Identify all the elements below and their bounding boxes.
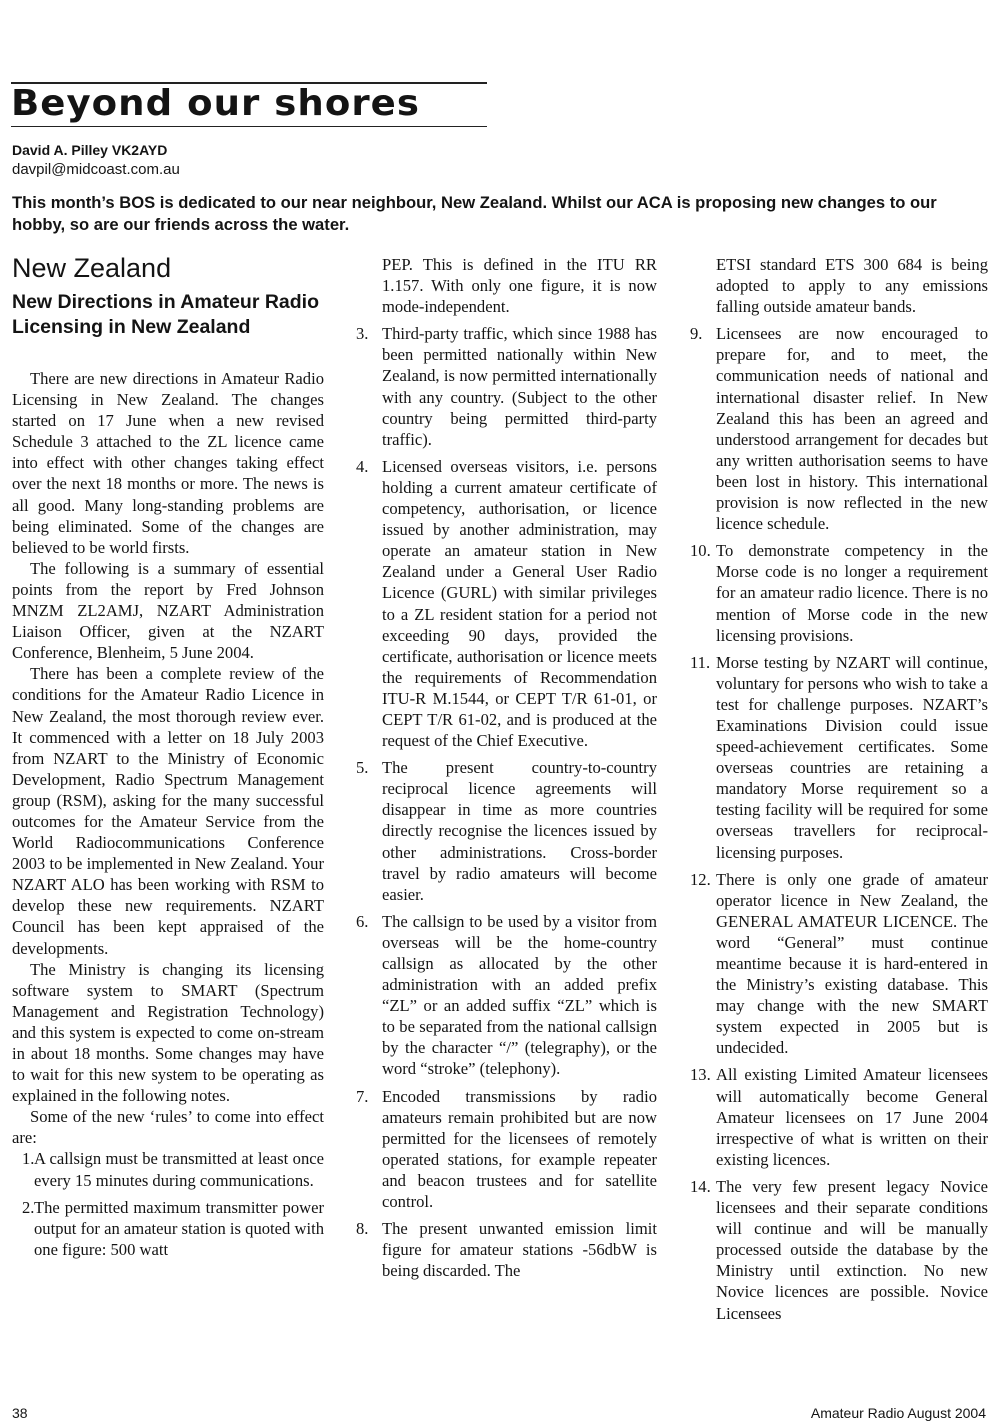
list-item-text: The callsign to be used by a visitor from overseas will be the home-country callsign as allocated by the other administration with an added prefix “ZL” or an added suffix “ZL” which is to be separated from the national callsign by the character “/” (telegraphy), or the word “stroke” (telephony).	[382, 911, 657, 1079]
list-item-text: Morse testing by NZART will continue, voluntary for persons who wish to take a test for challenge purposes. NZART’s Examinations Division could issue speed-achievement certificates. Some overseas countries are retaining a mandatory Morse requirement so a testing facility will be required for some overseas travellers for reciprocal-licensing purposes.	[716, 652, 988, 862]
list-item	[356, 1218, 657, 1281]
list-item	[356, 1086, 657, 1213]
article-column-3	[690, 254, 988, 1324]
body-paragraph: The Ministry is changing its licensing software system to SMART (Spectrum Management and Registration Technology) and this system is expected to come on-stream in about 18 months. Some changes may have to wait for this new system to be operating as explained in the following notes.	[12, 959, 324, 1106]
publication-footer: Amateur Radio August 2004	[810, 1405, 986, 1421]
list-item-number: 2.	[22, 1197, 35, 1217]
page-number: 38	[12, 1405, 28, 1421]
section-title: New Zealand	[12, 253, 172, 283]
author-email: davpil@midcoast.com.au	[12, 161, 180, 178]
list-item	[12, 1148, 324, 1190]
list-item	[690, 1064, 988, 1169]
list-item-number: 12.	[690, 869, 711, 889]
list-item-text: Licensed overseas visitors, i.e. persons holding a current amateur certificate of competency, authorisation, or licence issued by another administration, may operate an amateur station in New Zealand under a General User Radio Licence (GURL) with similar privileges to a ZL resident station for a period not exceeding 90 days, provided the certificate, authorisation or licence meets the requirements of Recommendation ITU-R M.1544, or CEPT T/R 61-01, or CEPT T/R 61-02, and is produced at the request of the Chief Executive.	[382, 456, 657, 751]
page-title: Beyond our shores	[11, 83, 420, 124]
list-item-text: Licensees are now encouraged to prepare for, and to meet, the communication needs of national and international disaster relief. In New Zealand this has been an agreed and understood arrangement for decades but any written authorisation seems to have been lost in history. This international provision is now reflected in the new licence schedule.	[716, 324, 988, 534]
list-item-number: 1.	[22, 1149, 35, 1169]
list-item	[690, 869, 988, 1059]
body-paragraph: Some of the new ‘rules’ to come into effect are:	[12, 1107, 324, 1148]
list-item-text: To demonstrate competency in the Morse code is no longer a requirement for an amateur radio licence. There is no mention of Morse code in the new licensing provisions.	[716, 541, 988, 645]
list-item-continuation: ETSI standard ETS 300 684 is being adopted to apply to any emissions falling outside amateur bands.	[716, 255, 988, 317]
list-item-number: 6.	[356, 911, 369, 931]
body-paragraph: There are new directions in Amateur Radio Licensing in New Zealand. The changes started on 17 June when a new revised Schedule 3 attached to the ZL licence came into effect with other changes taking effect over the next 18 months or more. The news is all good. Many long-standing problems are being eliminated. Some of the changes are believed to be world firsts.	[12, 369, 324, 557]
list-item-number: 3.	[356, 324, 369, 344]
list-item	[690, 652, 988, 863]
list-item-number: 14.	[690, 1176, 711, 1196]
article-column-1	[12, 368, 324, 1260]
list-item-text: The present country-to-country reciprocal licence agreements will disappear in time as more countries directly recognise the licences issued by other administrations. Cross-border travel by radio amateurs will become easier.	[382, 758, 657, 904]
title-rule-bottom	[11, 126, 487, 127]
body-paragraph: There has been a complete review of the conditions for the Amateur Radio Licence in New Zealand, the most thorough review ever. It commenced with a letter on 18 July 2003 from NZART to the Ministry of Economic Development, Radio Spectrum Management group (RSM), asking for the many successful outcomes for the Amateur Service from the World Radiocommunications Conference 2003 to be implemented in New Zealand. Your NZART ALO has been working with RSM to develop these new requirements. NZART Council has been kept appraised of the developments.	[12, 664, 324, 958]
list-item	[356, 911, 657, 1080]
article-subtitle: New Directions in Amateur Radio Licensing in New Zealand	[12, 291, 320, 338]
article-column-2	[356, 254, 657, 1281]
list-item-number: 10.	[690, 541, 711, 561]
list-item-text: The present unwanted emission limit figure for amateur stations -56dbW is being discarded. The	[382, 1219, 657, 1281]
list-item-text: There is only one grade of amateur operator licence in New Zealand, the GENERAL AMATEUR LICENCE. The word “General” must continue meantime because it is hard-entered in the Ministry’s existing database. This may change with the new SMART system expected in 2005 but is undecided.	[716, 869, 988, 1058]
list-item	[690, 323, 988, 534]
list-item	[356, 323, 657, 450]
list-item-number: 11.	[690, 652, 711, 672]
list-item-number: 9.	[690, 324, 703, 344]
body-paragraph: The following is a summary of essential points from the report by Fred Johnson MNZM ZL2AMJ, NZART Administration Liaison Officer, given at the NZART Conference, Blenheim, 5 June 2004.	[12, 558, 324, 663]
list-item-text: A callsign must be transmitted at least once every 15 minutes during communications.	[34, 1149, 324, 1190]
list-item	[12, 1197, 324, 1260]
list-item-number: 4.	[356, 456, 369, 476]
list-item-number: 7.	[356, 1086, 369, 1106]
list-item	[356, 456, 657, 751]
list-item	[690, 540, 988, 645]
list-item-text: All existing Limited Amateur licensees will automatically become General Amateur licensees on 17 June 2004 irrespective of what is written on their existing licences.	[716, 1065, 988, 1169]
list-item	[356, 757, 657, 905]
list-item-number: 5.	[356, 758, 369, 778]
list-item-text: The very few present legacy Novice licensees and their separate conditions will continue and will be manually processed outside the database by the Ministry until extinction. No new Novice licences are possible. Novice Licensees	[716, 1176, 988, 1323]
list-item-text: Encoded transmissions by radio amateurs remain prohibited but are now permitted for the licensees of remotely operated stations, for example repeater and beacon trustees and for satellite control.	[382, 1086, 657, 1212]
list-item-text: Third-party traffic, which since 1988 has been permitted nationally within New Zealand, is now permitted internationally with any country. (Subject to the other country being permitted third-party traffic).	[382, 324, 657, 449]
list-item-number: 13.	[690, 1065, 711, 1085]
list-item-number: 8.	[356, 1219, 369, 1239]
list-item-continuation: PEP. This is defined in the ITU RR 1.157. With only one figure, it is now mode-independent.	[382, 255, 657, 317]
intro-standfirst: This month’s BOS is dedicated to our near neighbour, New Zealand. Whilst our ACA is proposing new changes to our hobby, so are our friends across the water.	[12, 193, 937, 234]
list-item-text: The permitted maximum transmitter power output for an amateur station is quoted with one figure: 500 watt	[34, 1197, 324, 1259]
list-item	[690, 1176, 988, 1324]
author-name: David A. Pilley VK2AYD	[12, 142, 168, 158]
